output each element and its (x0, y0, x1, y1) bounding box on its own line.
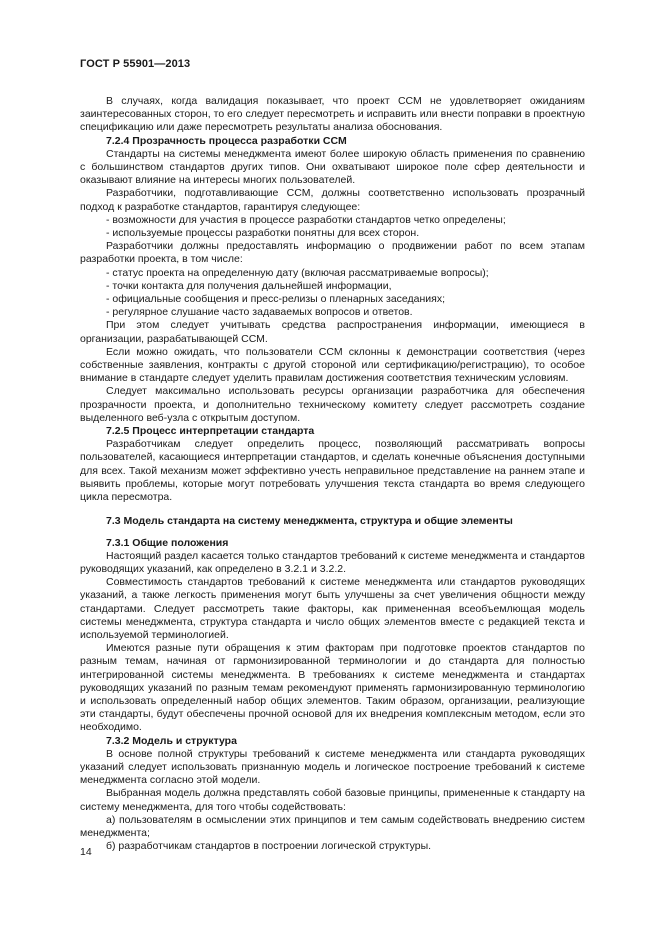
paragraph: Следует максимально использовать ресурсы организации разработчика для обеспечения прозрачности проекта, и дополнительно техническому комитету следует рассмотреть создание выделенного веб-узла с открытым доступом. (80, 385, 585, 424)
paragraph: В случаях, когда валидация показывает, что проект ССМ не удовлетворяет ожиданиям заинтересованных сторон, то его следует пересмотреть и исправить или внести поправки в проектную спецификацию или даже пересмотреть результаты анализа обоснования. (80, 95, 585, 134)
list-item: - используемые процессы разработки понятны для всех сторон. (106, 227, 420, 240)
paragraph: Разработчики, подготавливающие ССМ, должны соответственно использовать прозрачный подход к разработке стандартов, гарантируя следующее: (80, 187, 585, 213)
paragraph: Разработчики должны предоставлять информацию о продвижении работ по всем этапам разработки проекта, в том числе: (80, 240, 585, 266)
paragraph: Совместимость стандартов требований к системе менеджмента или стандартов руководящих указаний, а также легкость применения могут быть улучшены за счет увеличения общности между стандартами. Следует рассмотреть такие факторы, как примененная всеобъемлющая модель системы менеджмента, структура стандарта и число общих элементов вместе с редакцией текста и используемой терминологией. (80, 576, 585, 641)
paragraph: Настоящий раздел касается только стандартов требований к системе менеджмента и стандартов руководящих указаний, как определено в 3.2.1 и 3.2.2. (80, 549, 585, 575)
list-item: - официальные сообщения и пресс-релизы о пленарных заседаниях; (106, 293, 446, 306)
paragraph: В основе полной структуры требований к системе менеджмента или стандарта руководящих указаний следует использовать признанную модель и логическое построение требований к системе менеджмента согласно этой модели. (80, 747, 585, 787)
page-number: 14 (80, 846, 92, 858)
subsection-heading: 7.3.1 Общие положения (106, 536, 229, 549)
paragraph: Имеются разные пути обращения к этим факторам при подготовке проектов стандартов по разным темам, начиная от гармонизированной терминологии и до стандарта для полностью интегрированной системы менеджмента. В требованиях к системе менеджмента и стандартах руководящих указаний по разным темам рекомендуют применять гармонизированную терминологию и использовать определенный набор общих элементов. Таким образом, организации, реализующие эти стандарты, будут обеспечены прочной основой для их внедрения комплексным методом, если это необходимо. (80, 642, 585, 734)
document-body (80, 95, 585, 853)
paragraph: При этом следует учитывать средства распространения информации, имеющиеся в организации, разрабатывающей ССМ. (80, 319, 585, 345)
paragraph: Разработчикам следует определить процесс, позволяющий рассматривать вопросы пользователей, касающиеся интерпретации стандартов, и сделать конечные объяснения доступными для всех. Такой механизм может эффективно учесть неправильное представление на раннем этапе и выявить проблемы, которые могут потребовать улучшения текста стандарта во время следующего цикла пересмотра. (80, 438, 585, 504)
list-item: - точки контакта для получения дальнейшей информации, (106, 279, 392, 292)
list-item: - регулярное слушание часто задаваемых вопросов и ответов. (106, 306, 413, 319)
list-item: - возможности для участия в процессе разработки стандартов четко определены; (106, 213, 506, 226)
paragraph: Выбранная модель должна представлять собой базовые принципы, примененные к стандарту на систему менеджмента, для того чтобы содействовать: (80, 787, 585, 813)
subsection-heading: 7.2.5 Процесс интерпретации стандарта (106, 425, 315, 438)
subsection-heading: 7.2.4 Прозрачность процесса разработки ССМ (106, 134, 347, 147)
section-heading: 7.3 Модель стандарта на систему менеджмента, структура и общие элементы (106, 515, 513, 528)
paragraph: Если можно ожидать, что пользователи ССМ склонны к демонстрации соответствия (через собственные заявления, контракты с другой стороной или сертификацию/регистрацию), то особое внимание в стандарте следует уделить правилам достижения соответствия техническим условиям. (80, 345, 585, 385)
list-item: - статус проекта на определенную дату (включая рассматриваемые вопросы); (106, 266, 489, 279)
paragraph: Стандарты на системы менеджмента имеют более широкую область применения по сравнению с большинством стандартов других типов. Они охватывают широкое поле сфер деятельности и оказывают влияние на интересы многих пользователей. (80, 147, 585, 187)
document-header: ГОСТ Р 55901—2013 (80, 58, 191, 70)
list-item: б) разработчикам стандартов в построении логической структуры. (106, 840, 432, 853)
list-item: а) пользователям в осмыслении этих принципов и тем самым содействовать внедрению систем менеджмента; (80, 813, 585, 839)
subsection-heading: 7.3.2 Модель и структура (106, 734, 237, 747)
